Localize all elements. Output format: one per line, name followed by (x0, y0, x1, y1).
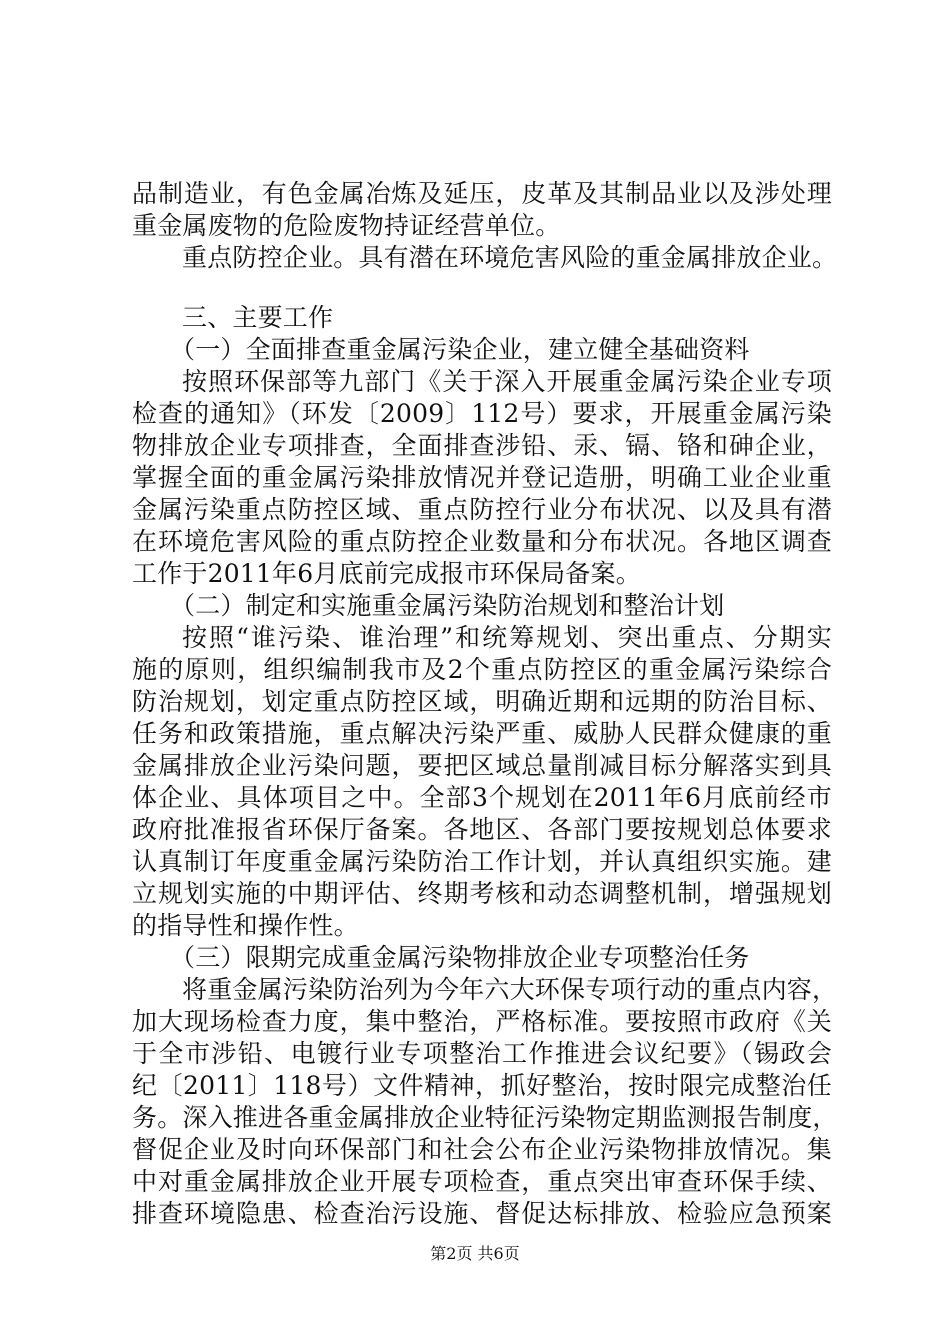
paragraph-line: 防治规划，划定重点防控区域，明确近期和远期的防治目标、 (132, 687, 832, 716)
paragraph-line: 务。深入推进各重金属排放企业特征污染物定期监测报告制度， (132, 1103, 838, 1132)
paragraph-line: 立规划实施的中期评估、终期考核和动态调整机制，增强规划 (132, 879, 832, 908)
section-heading: 三、主要工作 (182, 303, 334, 332)
paragraph-line: 于全市涉铅、电镀行业专项整治工作推进会议纪要》（锡政会 (132, 1039, 832, 1068)
paragraph-line: 检查的通知》（环发〔2009〕112号）要求，开展重金属污染 (132, 399, 832, 428)
paragraph-line: 政府批准报省环保厅备案。各地区、各部门要按规划总体要求 (132, 815, 832, 844)
paragraph-line: 按照环保部等九部门《关于深入开展重金属污染企业专项 (182, 367, 832, 396)
paragraph-line: 重点防控企业。具有潜在环境危害风险的重金属排放企业。 (182, 243, 838, 272)
paragraph-line: 品制造业，有色金属冶炼及延压，皮革及其制品业以及涉处理 (132, 179, 832, 208)
paragraph-line: 督促企业及时向环保部门和社会公布企业污染物排放情况。集 (132, 1135, 832, 1164)
paragraph-line: 体企业、具体项目之中。全部3个规划在2011年6月底前经市 (132, 783, 832, 812)
paragraph-line: 认真制订年度重金属污染防治工作计划，并认真组织实施。建 (132, 847, 832, 876)
paragraph-line: 排查环境隐患、检查治污设施、督促达标排放、检验应急预案 (132, 1199, 832, 1228)
paragraph-line: 金属污染重点防控区域、重点防控行业分布状况、以及具有潜 (132, 495, 832, 524)
paragraph-line: 加大现场检查力度，集中整治，严格标准。要按照市政府《关 (132, 1007, 832, 1036)
paragraph-line: 工作于2011年6月底前完成报市环保局备案。 (132, 559, 641, 588)
paragraph-line: 掌握全面的重金属污染排放情况并登记造册，明确工业企业重 (132, 463, 832, 492)
paragraph-line: 的指导性和操作性。 (132, 911, 359, 940)
paragraph-line: 在环境危害风险的重点防控企业数量和分布状况。各地区调查 (132, 527, 832, 556)
page-footer: 第2页 共6页 (430, 1244, 520, 1263)
subsection-heading: （一）全面排查重金属污染企业，建立健全基础资料 (170, 335, 750, 364)
paragraph-line: 重金属废物的危险废物持证经营单位。 (132, 211, 561, 240)
paragraph-line: 物排放企业专项排查，全面排查涉铅、汞、镉、铬和砷企业， (132, 431, 832, 460)
subsection-heading: （二）制定和实施重金属污染防治规划和整治计划 (170, 591, 725, 620)
paragraph-line: 施的原则，组织编制我市及2个重点防控区的重金属污染综合 (132, 655, 832, 684)
paragraph-line: 任务和政策措施，重点解决污染严重、威胁人民群众健康的重 (132, 719, 832, 748)
paragraph-line: 中对重金属排放企业开展专项检查，重点突出审查环保手续、 (132, 1167, 832, 1196)
subsection-heading: （三）限期完成重金属污染物排放企业专项整治任务 (170, 943, 750, 972)
paragraph-line: 按照“谁污染、谁治理”和统筹规划、突出重点、分期实 (182, 623, 832, 652)
paragraph-line: 将重金属污染防治列为今年六大环保专项行动的重点内容， (182, 975, 838, 1004)
paragraph-line: 金属排放企业污染问题，要把区域总量削减目标分解落实到具 (132, 751, 832, 780)
paragraph-line: 纪〔2011〕118号）文件精神，抓好整治，按时限完成整治任 (132, 1071, 832, 1100)
